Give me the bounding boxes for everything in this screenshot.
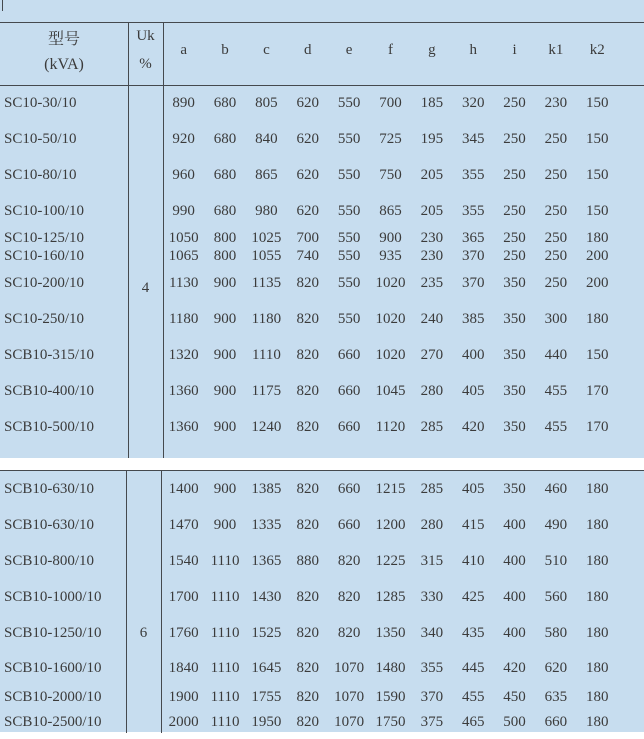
dim-cell-a: 990 xyxy=(172,202,195,219)
column-header-h: h xyxy=(469,41,477,58)
dim-cell-i: 250 xyxy=(503,166,526,183)
dim-cell-b: 680 xyxy=(213,202,237,219)
dim-cell-e: 550 xyxy=(337,247,361,264)
dim-cell-d: 740 xyxy=(296,247,319,264)
dim-cell-k2: 180 xyxy=(586,480,609,497)
dim-cell-k1: 250 xyxy=(544,130,568,147)
dim-cell-f: 935 xyxy=(379,247,402,264)
dim-cell-k2: 180 xyxy=(586,624,609,641)
dim-cell-e: 1070 xyxy=(334,713,365,730)
dim-cell-c: 1385 xyxy=(251,480,282,497)
dim-cell-i: 250 xyxy=(503,94,526,111)
dim-cell-i: 450 xyxy=(503,689,526,705)
dim-cell-b: 680 xyxy=(213,166,237,183)
dim-cell-h: 385 xyxy=(461,310,485,327)
dim-cell-i: 400 xyxy=(503,552,526,569)
dim-cell-b: 1110 xyxy=(210,659,240,676)
dim-cell-g: 230 xyxy=(420,247,444,264)
table-row xyxy=(0,85,644,121)
dim-cell-d: 820 xyxy=(296,588,319,605)
column-header-k1: k1 xyxy=(548,41,564,58)
dim-cell-f: 1045 xyxy=(375,382,406,399)
dim-cell-g: 355 xyxy=(420,659,444,676)
model-cell: SC10-250/10 xyxy=(4,310,85,327)
dim-cell-b: 800 xyxy=(213,247,237,264)
dim-cell-d: 820 xyxy=(296,659,319,676)
dim-cell-k2: 150 xyxy=(586,166,609,183)
dim-cell-a: 1360 xyxy=(168,382,199,399)
dim-cell-b: 1110 xyxy=(210,552,240,569)
table-row xyxy=(0,615,644,651)
dim-cell-k1: 490 xyxy=(544,516,568,533)
dim-cell-k2: 200 xyxy=(586,274,609,291)
dim-cell-b: 1110 xyxy=(210,689,240,705)
dim-cell-h: 405 xyxy=(461,480,485,497)
dim-cell-c: 1240 xyxy=(251,418,282,435)
dim-cell-e: 660 xyxy=(337,418,361,435)
dim-cell-g: 230 xyxy=(420,229,444,246)
model-cell: SC10-200/10 xyxy=(4,274,85,291)
dim-cell-h: 365 xyxy=(461,229,485,246)
dim-cell-i: 350 xyxy=(503,382,526,399)
dim-cell-a: 2000 xyxy=(168,713,199,730)
dim-cell-g: 270 xyxy=(420,346,444,363)
dim-cell-k2: 150 xyxy=(586,202,609,219)
dim-cell-k1: 250 xyxy=(544,274,568,291)
dim-cell-e: 550 xyxy=(337,130,361,147)
column-header-g: g xyxy=(428,41,436,58)
table-row xyxy=(0,471,644,507)
dim-cell-c: 1755 xyxy=(251,689,282,705)
dim-cell-b: 800 xyxy=(213,229,237,246)
dim-cell-g: 340 xyxy=(420,624,444,641)
dim-cell-k2: 180 xyxy=(586,552,609,569)
table-row xyxy=(0,337,644,373)
model-cell: SCB10-630/10 xyxy=(4,516,95,533)
dim-cell-g: 330 xyxy=(420,588,444,605)
dim-cell-i: 350 xyxy=(503,274,526,291)
model-cell: SC10-125/10 xyxy=(4,229,85,246)
dim-cell-i: 350 xyxy=(503,480,526,497)
dim-cell-k2: 150 xyxy=(586,94,609,111)
dim-cell-a: 1400 xyxy=(168,480,199,497)
dim-cell-c: 1055 xyxy=(251,247,282,264)
dim-cell-a: 920 xyxy=(172,130,195,147)
dim-cell-c: 1430 xyxy=(251,588,282,605)
dim-cell-d: 820 xyxy=(296,346,319,363)
dim-cell-f: 900 xyxy=(379,229,402,246)
model-cell: SC10-160/10 xyxy=(4,247,85,264)
dim-cell-k2: 180 xyxy=(586,588,609,605)
dim-cell-h: 420 xyxy=(461,418,485,435)
table-row xyxy=(0,409,644,445)
dim-cell-h: 445 xyxy=(461,659,485,676)
dim-cell-h: 355 xyxy=(461,202,485,219)
dim-cell-k2: 180 xyxy=(586,516,609,533)
column-header-a: a xyxy=(180,41,188,58)
dim-cell-k1: 250 xyxy=(544,247,568,264)
model-column-header xyxy=(0,22,128,78)
dim-cell-c: 865 xyxy=(255,166,278,183)
top-left-tick-line xyxy=(2,0,3,11)
dim-cell-d: 820 xyxy=(296,624,319,641)
dim-cell-f: 1200 xyxy=(375,516,406,533)
dim-cell-g: 370 xyxy=(420,689,444,705)
dim-cell-e: 820 xyxy=(337,588,361,605)
dim-cell-a: 1540 xyxy=(168,552,199,569)
table-row xyxy=(0,507,644,543)
dim-cell-b: 1110 xyxy=(210,624,240,641)
model-cell: SC10-80/10 xyxy=(4,166,77,183)
dim-cell-k1: 250 xyxy=(544,202,568,219)
dim-cell-a: 1700 xyxy=(168,588,199,605)
uk-header-line2: % xyxy=(139,55,152,72)
table-row xyxy=(0,685,644,710)
dim-cell-g: 185 xyxy=(420,94,444,111)
dim-cell-c: 1645 xyxy=(251,659,282,676)
dim-cell-a: 1130 xyxy=(168,274,199,291)
dim-cell-h: 400 xyxy=(461,346,485,363)
dim-cell-g: 235 xyxy=(420,274,444,291)
uk-column-header xyxy=(128,22,163,78)
dim-cell-k2: 200 xyxy=(586,247,609,264)
table-row xyxy=(0,651,644,685)
dim-cell-d: 820 xyxy=(296,382,319,399)
table-row xyxy=(0,265,644,301)
dim-cell-a: 1760 xyxy=(168,624,199,641)
dim-cell-b: 1110 xyxy=(210,713,240,730)
dim-cell-k2: 180 xyxy=(586,689,609,705)
dim-cell-b: 1110 xyxy=(210,588,240,605)
dim-cell-d: 880 xyxy=(296,552,319,569)
dim-cell-i: 250 xyxy=(503,202,526,219)
dim-cell-e: 550 xyxy=(337,229,361,246)
dim-cell-a: 1320 xyxy=(168,346,199,363)
dim-cell-f: 1750 xyxy=(375,713,406,730)
dim-cell-b: 900 xyxy=(213,418,237,435)
dim-cell-i: 420 xyxy=(503,659,526,676)
model-header-line2: (kVA) xyxy=(44,56,84,74)
dim-cell-e: 1070 xyxy=(334,689,365,705)
dim-cell-a: 1360 xyxy=(168,418,199,435)
dim-cell-a: 1050 xyxy=(168,229,199,246)
dim-cell-b: 900 xyxy=(213,274,237,291)
table-row xyxy=(0,373,644,409)
dim-cell-f: 1020 xyxy=(375,310,406,327)
table-row xyxy=(0,229,644,247)
dim-cell-i: 250 xyxy=(503,130,526,147)
uk-value-section2: 6 xyxy=(139,625,148,641)
dim-cell-h: 455 xyxy=(461,689,485,705)
dim-cell-d: 820 xyxy=(296,480,319,497)
model-cell: SC10-100/10 xyxy=(4,202,85,219)
dim-cell-i: 350 xyxy=(503,310,526,327)
dim-cell-k2: 180 xyxy=(586,229,609,246)
dim-cell-i: 500 xyxy=(503,713,526,730)
dim-cell-k2: 150 xyxy=(586,346,609,363)
dim-cell-h: 425 xyxy=(461,588,485,605)
model-cell: SCB10-800/10 xyxy=(4,552,95,569)
dim-cell-c: 1110 xyxy=(251,346,281,363)
dim-cell-k1: 455 xyxy=(544,382,568,399)
column-header-i: i xyxy=(512,41,517,58)
dim-cell-k1: 510 xyxy=(544,552,568,569)
dim-cell-d: 820 xyxy=(296,713,319,730)
dim-cell-f: 750 xyxy=(379,166,402,183)
dim-cell-a: 890 xyxy=(172,94,195,111)
model-cell: SC10-30/10 xyxy=(4,94,77,111)
dim-cell-k2: 180 xyxy=(586,713,609,730)
dim-cell-k2: 170 xyxy=(586,418,609,435)
dim-cell-h: 370 xyxy=(461,247,485,264)
dim-cell-f: 700 xyxy=(379,94,402,111)
dim-cell-k2: 170 xyxy=(586,382,609,399)
dim-cell-k1: 250 xyxy=(544,166,568,183)
dim-cell-k2: 180 xyxy=(586,659,609,676)
dim-cell-g: 375 xyxy=(420,713,444,730)
dim-cell-b: 900 xyxy=(213,346,237,363)
dim-cell-c: 1135 xyxy=(251,274,282,291)
dim-cell-h: 435 xyxy=(461,624,485,641)
table-row xyxy=(0,193,644,229)
dim-cell-h: 405 xyxy=(461,382,485,399)
dim-cell-c: 1180 xyxy=(251,310,282,327)
model-cell: SC10-50/10 xyxy=(4,130,77,147)
column-header-e: e xyxy=(345,41,353,58)
dim-cell-f: 1120 xyxy=(375,418,406,435)
dim-cell-f: 1350 xyxy=(375,624,406,641)
dim-cell-e: 550 xyxy=(337,310,361,327)
dim-cell-h: 345 xyxy=(461,130,485,147)
dim-cell-b: 900 xyxy=(213,516,237,533)
dim-cell-b: 900 xyxy=(213,310,237,327)
model-cell: SCB10-2500/10 xyxy=(4,713,102,730)
dim-cell-g: 195 xyxy=(420,130,444,147)
dim-cell-k1: 440 xyxy=(544,346,568,363)
dim-cell-e: 550 xyxy=(337,274,361,291)
dim-cell-c: 980 xyxy=(255,202,278,219)
dim-cell-g: 240 xyxy=(420,310,444,327)
dim-cell-a: 960 xyxy=(172,166,195,183)
table-row xyxy=(0,579,644,615)
dim-cell-h: 465 xyxy=(461,713,485,730)
model-cell: SCB10-2000/10 xyxy=(4,689,102,705)
dim-cell-g: 285 xyxy=(420,418,444,435)
dim-cell-k1: 250 xyxy=(544,229,568,246)
dim-cell-d: 700 xyxy=(296,229,319,246)
dim-cell-g: 280 xyxy=(420,382,444,399)
spec-table-section-uk6 xyxy=(0,470,644,732)
dim-cell-b: 900 xyxy=(213,480,237,497)
dim-cell-k2: 180 xyxy=(586,310,609,327)
dim-cell-k1: 455 xyxy=(544,418,568,435)
dim-cell-c: 1335 xyxy=(251,516,282,533)
dim-cell-d: 620 xyxy=(296,166,319,183)
dim-cell-d: 820 xyxy=(296,274,319,291)
dim-cell-e: 1070 xyxy=(334,659,365,676)
dim-cell-c: 805 xyxy=(255,94,278,111)
model-cell: SCB10-1000/10 xyxy=(4,588,102,605)
dim-cell-d: 620 xyxy=(296,202,319,219)
dim-cell-e: 660 xyxy=(337,382,361,399)
dim-cell-k1: 620 xyxy=(544,659,568,676)
dim-cell-e: 660 xyxy=(337,480,361,497)
dim-cell-e: 660 xyxy=(337,516,361,533)
dim-cell-c: 1950 xyxy=(251,713,282,730)
dim-cell-f: 1215 xyxy=(375,480,406,497)
dim-cell-c: 1025 xyxy=(251,229,282,246)
dim-cell-c: 840 xyxy=(255,130,278,147)
section1-rows xyxy=(0,85,644,445)
dim-cell-a: 1470 xyxy=(168,516,199,533)
dim-cell-i: 250 xyxy=(503,247,526,264)
dim-cell-k2: 150 xyxy=(586,130,609,147)
table-row xyxy=(0,247,644,265)
dim-cell-e: 550 xyxy=(337,202,361,219)
column-header-c: c xyxy=(263,41,270,58)
model-cell: SCB10-630/10 xyxy=(4,480,95,497)
dim-cell-f: 725 xyxy=(379,130,402,147)
model-cell: SCB10-1250/10 xyxy=(4,624,102,641)
dim-cell-d: 620 xyxy=(296,94,319,111)
dim-cell-c: 1365 xyxy=(251,552,282,569)
dim-cell-f: 1020 xyxy=(375,346,406,363)
dim-cell-k1: 230 xyxy=(544,94,568,111)
dim-cell-b: 680 xyxy=(213,130,237,147)
dim-cell-i: 350 xyxy=(503,346,526,363)
column-header-d: d xyxy=(304,41,312,58)
table-row xyxy=(0,121,644,157)
dim-cell-k1: 660 xyxy=(544,713,568,730)
dim-cell-g: 315 xyxy=(420,552,444,569)
dim-cell-k1: 300 xyxy=(544,310,568,327)
uk-value-section1: 4 xyxy=(141,280,150,296)
dim-cell-f: 1590 xyxy=(375,689,406,705)
dim-cell-g: 285 xyxy=(420,480,444,497)
dim-cell-d: 820 xyxy=(296,310,319,327)
dim-cell-k1: 635 xyxy=(544,689,568,705)
dim-cell-h: 415 xyxy=(461,516,485,533)
table-row xyxy=(0,543,644,579)
model-cell: SCB10-315/10 xyxy=(4,346,95,363)
dim-cell-i: 350 xyxy=(503,418,526,435)
table-row xyxy=(0,710,644,734)
dim-cell-i: 250 xyxy=(503,229,526,246)
dim-cell-a: 1900 xyxy=(168,689,199,705)
model-cell: SCB10-500/10 xyxy=(4,418,95,435)
section2-rows xyxy=(0,471,644,734)
dim-cell-f: 1020 xyxy=(375,274,406,291)
dim-cell-e: 550 xyxy=(337,166,361,183)
dim-cell-c: 1175 xyxy=(251,382,282,399)
dim-cell-g: 280 xyxy=(420,516,444,533)
dim-cell-f: 1225 xyxy=(375,552,406,569)
dim-cell-e: 550 xyxy=(337,94,361,111)
dim-cell-b: 900 xyxy=(213,382,237,399)
dim-cell-a: 1180 xyxy=(168,310,199,327)
dim-cell-h: 370 xyxy=(461,274,485,291)
model-cell: SCB10-1600/10 xyxy=(4,659,102,676)
dim-cell-k1: 460 xyxy=(544,480,568,497)
column-header-f: f xyxy=(387,41,393,58)
dim-cell-f: 1480 xyxy=(375,659,406,676)
dim-cell-d: 620 xyxy=(296,130,319,147)
dim-cell-e: 660 xyxy=(337,346,361,363)
dim-cell-a: 1065 xyxy=(168,247,199,264)
dim-cell-h: 320 xyxy=(461,94,485,111)
dim-cell-i: 400 xyxy=(503,516,526,533)
dim-cell-k1: 580 xyxy=(544,624,568,641)
uk-header-line1: Uk xyxy=(136,27,155,44)
table-row xyxy=(0,157,644,193)
dim-cell-g: 205 xyxy=(420,166,444,183)
dim-cell-h: 410 xyxy=(461,552,485,569)
model-cell: SCB10-400/10 xyxy=(4,382,95,399)
table-header-row xyxy=(0,22,644,74)
dim-cell-e: 820 xyxy=(337,624,361,641)
dim-cell-i: 400 xyxy=(503,588,526,605)
column-header-b: b xyxy=(221,41,229,58)
dim-cell-e: 820 xyxy=(337,552,361,569)
dim-cell-b: 680 xyxy=(213,94,237,111)
dim-cell-h: 355 xyxy=(461,166,485,183)
column-header-k2: k2 xyxy=(589,41,605,58)
dim-cell-k1: 560 xyxy=(544,588,568,605)
table-row xyxy=(0,301,644,337)
model-header-line1: 型号 xyxy=(47,30,80,48)
dim-cell-a: 1840 xyxy=(168,659,199,676)
dim-cell-c: 1525 xyxy=(251,624,282,641)
dim-cell-f: 865 xyxy=(379,202,402,219)
dim-cell-i: 400 xyxy=(503,624,526,641)
dim-cell-d: 820 xyxy=(296,418,319,435)
dim-cell-d: 820 xyxy=(296,516,319,533)
dim-cell-f: 1285 xyxy=(375,588,406,605)
dim-cell-d: 820 xyxy=(296,689,319,705)
dim-cell-g: 205 xyxy=(420,202,444,219)
